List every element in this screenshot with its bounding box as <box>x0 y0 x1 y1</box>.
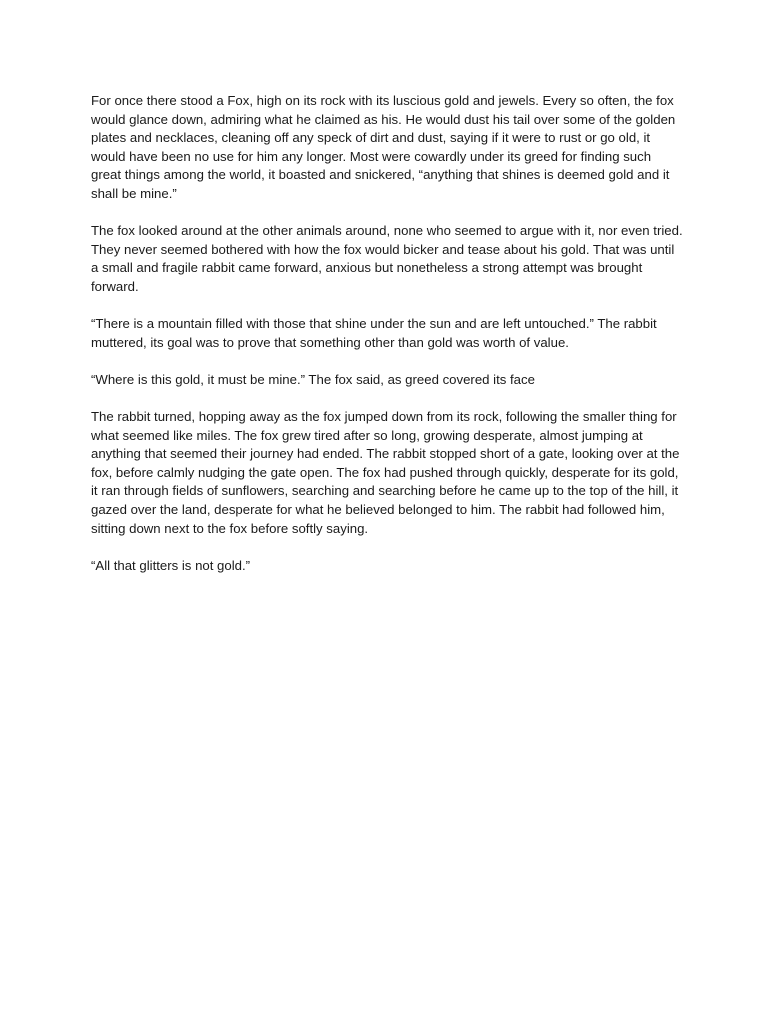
paragraph-4: “Where is this gold, it must be mine.” The fox said, as greed covered its face <box>91 371 535 387</box>
paragraph-6: “All that glitters is not gold.” <box>91 557 251 573</box>
paragraph-5: The rabbit turned, hopping away as the fox jumped down from its rock, following the smaller thing for what seemed like miles. The fox grew tired after so long, growing desperate, almost jumping at anything that seemed their journey had ended. The rabbit stopped short of a gate, looking over at the fox, before calmly nudging the gate open. The fox had pushed through quickly, desperate for its gold, it ran through fields of sunflowers, searching and searching before he came up to the top of the hill, it gazed over the land, desperate for what he believed belonged to him. The rabbit had followed him, sitting down next to the fox before softly saying. <box>91 409 680 536</box>
paragraph-3: “There is a mountain filled with those that shine under the sun and are left untouched.” The rabbit muttered, its goal was to prove that something other than gold was worth of value. <box>91 316 657 350</box>
paragraph-2: The fox looked around at the other animals around, none who seemed to argue with it, nor even tried. They never seemed bothered with how the fox would bicker and tease about his gold. That was until a small and fragile rabbit came forward, anxious but nonetheless a strong attempt was brought forward. <box>91 223 683 294</box>
document-body <box>91 92 683 594</box>
paragraph-1: For once there stood a Fox, high on its rock with its luscious gold and jewels. Every so often, the fox would glance down, admiring what he claimed as his. He would dust his tail over some of the golden plates and necklaces, cleaning off any speck of dirt and dust, saying if it were to rust or go old, it would have been no use for him any longer. Most were cowardly under its greed for finding such great things among the world, it boasted and snickered, “anything that shines is deemed gold and it shall be mine.” <box>91 93 676 201</box>
